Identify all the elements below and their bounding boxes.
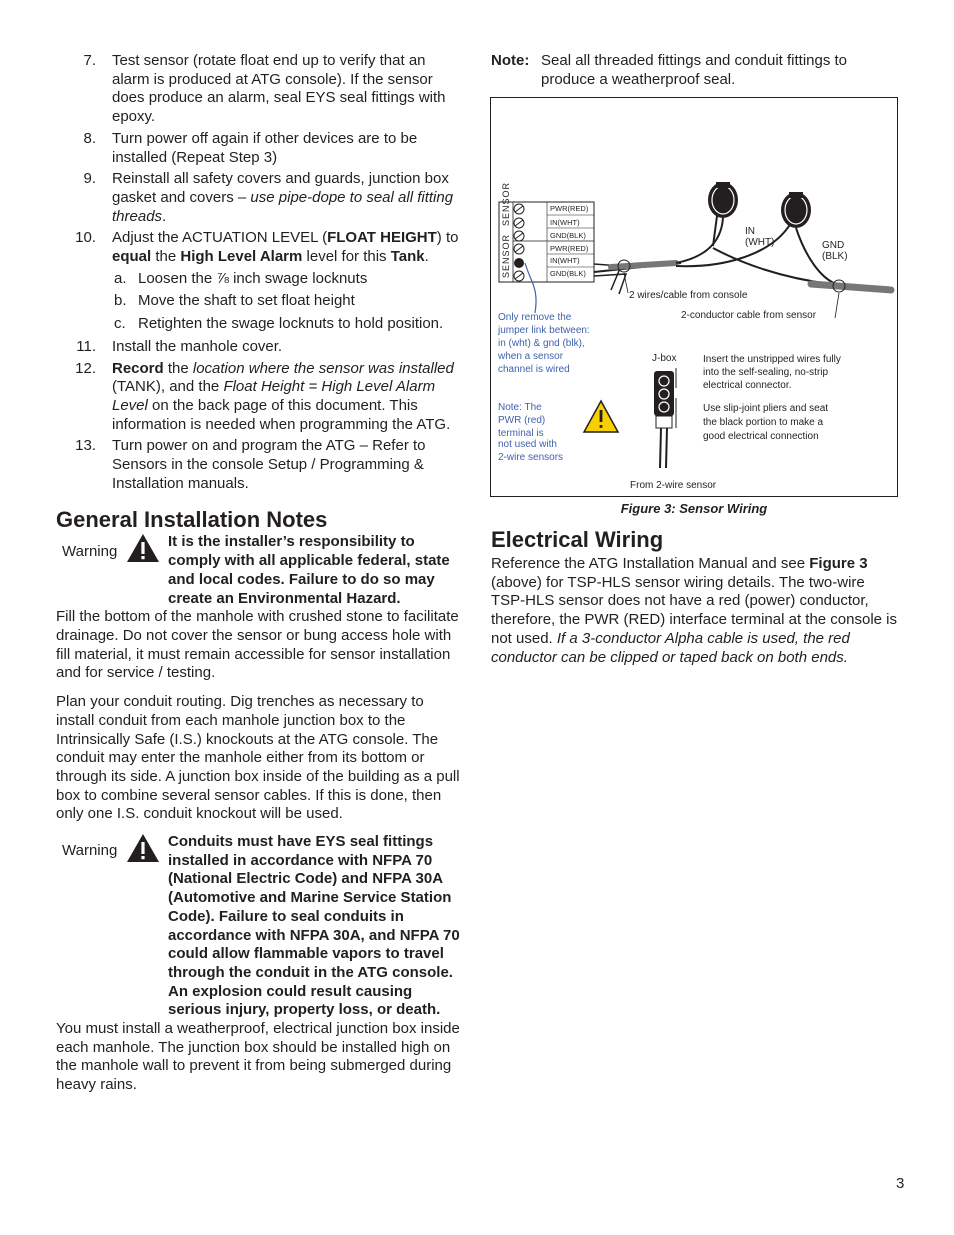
step-emphasis: location where the sensor was installed bbox=[192, 359, 454, 377]
step-text: Turn power off again if other devices are to be installed (Repeat Step 3) bbox=[112, 129, 418, 166]
electrical-paragraph bbox=[491, 555, 901, 667]
left-column bbox=[56, 52, 466, 1095]
instruction-line: the black portion to make a bbox=[703, 417, 824, 428]
wire-nut-gnd bbox=[781, 192, 811, 228]
substep-text: Move the shaft to set float height bbox=[138, 292, 355, 310]
step-8 bbox=[56, 130, 466, 167]
step-7 bbox=[56, 52, 466, 127]
step-number: 12. bbox=[75, 359, 96, 377]
insert-instructions bbox=[703, 354, 841, 391]
step-bold: equal bbox=[112, 248, 152, 266]
step-text: Reinstall all safety covers and guards, junction box gasket and covers – bbox=[112, 170, 449, 206]
jumper-note bbox=[497, 312, 590, 375]
warning-label: Warning bbox=[62, 842, 118, 860]
note bbox=[491, 52, 901, 89]
instruction-line: good electrical connection bbox=[703, 431, 819, 442]
step-text: the bbox=[151, 248, 181, 266]
jbox-label: J-box bbox=[652, 353, 677, 364]
electrical-emphasis: If a 3-conductor Alpha cable is used, the red conductor can be clipped or taped back on both ends. bbox=[491, 629, 850, 666]
gnd-label: GND bbox=[822, 240, 845, 251]
in-color-label: (WHT) bbox=[745, 237, 775, 248]
substep-letter: a. bbox=[114, 269, 127, 287]
step-bold: FLOAT HEIGHT bbox=[327, 229, 437, 247]
step-13 bbox=[56, 437, 466, 493]
pwr-note-line: Note: The bbox=[498, 402, 542, 413]
step-number: 13. bbox=[75, 437, 96, 455]
step-text: . bbox=[424, 248, 429, 266]
paragraph: Fill the bottom of the manhole with crushed stone to facilitate drainage. Do not cover the sensor or bung access hole with fill material, it must remain accessible for sensor installation and for service / testing. bbox=[56, 608, 459, 682]
pwr-note bbox=[498, 402, 563, 463]
pwr-note-line: 2-wire sensors bbox=[498, 452, 564, 463]
general-notes-heading: General Installation Notes bbox=[56, 507, 328, 533]
jumper-note-line: channel is wired bbox=[498, 364, 570, 375]
substep-letter: b. bbox=[114, 292, 127, 310]
warning-label: Warning bbox=[62, 543, 118, 561]
jumper-note-line: Only remove the bbox=[498, 312, 572, 323]
electrical-text: (above) for TSP-HLS sensor wiring details. The two-wire TSP-HLS sensor does not have a red (power) conductor, therefore, the PWR (RED) interface terminal at the console is not used. bbox=[491, 573, 897, 647]
step-text: ) to bbox=[436, 229, 459, 247]
step-bold: High Level Alarm bbox=[180, 248, 303, 266]
in-label: IN bbox=[745, 226, 755, 237]
note-text: Seal all threaded fittings and conduit fittings to produce a weatherproof seal. bbox=[541, 52, 848, 88]
instruction-line: Use slip-joint pliers and seat bbox=[703, 403, 829, 414]
substep-a bbox=[56, 270, 466, 289]
warning-triangle-icon bbox=[126, 833, 160, 869]
step-bold: Tank bbox=[390, 248, 425, 266]
substep-b bbox=[56, 292, 466, 311]
step-text: Test sensor (rotate float end up to verify that an alarm is produced at ATG console). If the sensor does produce an alarm, seal EYS seal fittings with epoxy. bbox=[112, 52, 446, 126]
substep-text: Retighten the swage locknuts to hold position. bbox=[138, 315, 444, 333]
console-cable bbox=[611, 263, 676, 267]
terminal-label: PWR(RED) bbox=[550, 204, 589, 213]
step-emphasis: Float Height = High Level Alarm Level bbox=[112, 378, 436, 414]
figure-ref: Figure 3 bbox=[809, 555, 868, 572]
paragraph: Plan your conduit routing. Dig trenches as necessary to install conduit from each manhole junction box to the Intrinsically Safe (I.S.) knockouts at the ATG console. The conduit may enter the manhole either from its bottom or through its side. A junction box inside of the building as a pull box to combine several sensor cables. If this is done, then only one I.S. conduit knockout will be used. bbox=[56, 693, 460, 823]
step-text: on the back page of this document. This information is needed when programming the ATG. bbox=[112, 396, 451, 433]
wire-nut-in bbox=[708, 182, 738, 246]
jumper-note-line: in (wht) & gnd (blk), bbox=[498, 338, 585, 349]
warning-text: It is the installer’s responsibility to comply with all applicable federal, state and local codes. Failure to do so may create an Environmental Hazard. bbox=[168, 533, 450, 607]
step-text: . bbox=[162, 207, 167, 225]
page-number: 3 bbox=[896, 1175, 905, 1192]
terminal-label: GND(BLK) bbox=[550, 269, 586, 278]
step-number: 10. bbox=[75, 229, 96, 247]
warning-block-1 bbox=[56, 533, 466, 608]
electrical-heading: Electrical Wiring bbox=[491, 527, 664, 552]
figure-caption: Figure 3: Sensor Wiring bbox=[620, 501, 768, 516]
instruction-line: electrical connector. bbox=[703, 380, 792, 391]
gnd-color-label: (BLK) bbox=[822, 251, 848, 262]
jumper-note-line: when a sensor bbox=[498, 351, 564, 362]
pwr-note-line: PWR (red) bbox=[498, 415, 546, 426]
step-number: 11. bbox=[76, 337, 96, 355]
step-text: Adjust the ACTUATION LEVEL ( bbox=[112, 229, 328, 247]
step-text: Turn power on and program the ATG – Refer to Sensors in the console Setup / Programming & Installation manuals. bbox=[112, 437, 426, 492]
instruction-line: Insert the unstripped wires fully bbox=[703, 354, 841, 365]
step-text: (TANK), and the bbox=[112, 378, 224, 396]
step-12 bbox=[56, 360, 466, 435]
from-sensor-label: From 2-wire sensor bbox=[630, 480, 717, 491]
terminal-label: IN(WHT) bbox=[550, 218, 580, 227]
substep-letter: c. bbox=[114, 315, 126, 333]
cable-sensor-label: 2-conductor cable from sensor bbox=[681, 310, 817, 321]
sensor-vertical-label: SENSOR bbox=[501, 181, 511, 226]
warning-triangle-icon bbox=[126, 533, 160, 569]
terminal-label: GND(BLK) bbox=[550, 231, 586, 240]
step-number: 9. bbox=[83, 170, 96, 188]
jumper-link bbox=[525, 263, 536, 313]
step-number: 7. bbox=[83, 52, 96, 69]
warning-text: Conduits must have EYS seal fittings installed in accordance with NFPA 70 (National Electric Code) and NFPA 30A (Automotive and Marine Service Station Code). Failure to seal conduits in accordance with NFPA 30A, and NFPA 70 could allow flammable vapors to travel through the conduit in the ATG console. An explosion could result causing serious injury, property loss, or death. bbox=[168, 833, 460, 1019]
step-text: level for this bbox=[302, 248, 391, 266]
step-11 bbox=[56, 338, 466, 357]
step-bold: Record bbox=[112, 359, 164, 377]
pwr-note-line: not used with bbox=[498, 439, 557, 450]
step-emphasis: use pipe-dope to seal all fitting threads bbox=[112, 188, 454, 225]
jbox-connector bbox=[654, 368, 676, 468]
pwr-note-line: terminal is bbox=[498, 428, 544, 439]
paragraph: You must install a weatherproof, electrical junction box inside each manhole. The junction box should be installed high on the manhole wall to prevent it from being submerged during heavy rains. bbox=[56, 1020, 460, 1094]
step-9 bbox=[56, 170, 466, 226]
sensor-wiring-figure bbox=[490, 97, 898, 497]
warning-block-2 bbox=[56, 833, 466, 1020]
terminal-label: PWR(RED) bbox=[550, 244, 589, 253]
electrical-text: Reference the ATG Installation Manual and see bbox=[491, 555, 810, 572]
wires-console-label: 2 wires/cable from console bbox=[629, 290, 748, 301]
caution-icon bbox=[584, 401, 618, 432]
substep-c bbox=[56, 315, 466, 334]
step-text: Install the manhole cover. bbox=[112, 337, 283, 355]
note-label: Note: bbox=[491, 52, 530, 69]
wiring-diagram bbox=[491, 98, 897, 496]
instruction-line: into the self-sealing, no-strip bbox=[703, 367, 829, 378]
slip-instructions bbox=[703, 403, 828, 442]
step-10 bbox=[56, 229, 466, 266]
jumper-note-line: jumper link between: bbox=[498, 325, 590, 336]
substep-text: Loosen the ⅞ inch swage locknuts bbox=[138, 269, 368, 287]
electrical-section bbox=[491, 527, 901, 667]
sensor-cable bbox=[811, 284, 891, 290]
step-text: the bbox=[163, 359, 193, 377]
right-column bbox=[491, 52, 901, 89]
terminal-label: IN(WHT) bbox=[550, 256, 580, 265]
sensor-vertical-label: SENSOR bbox=[501, 233, 511, 278]
step-number: 8. bbox=[83, 129, 96, 147]
